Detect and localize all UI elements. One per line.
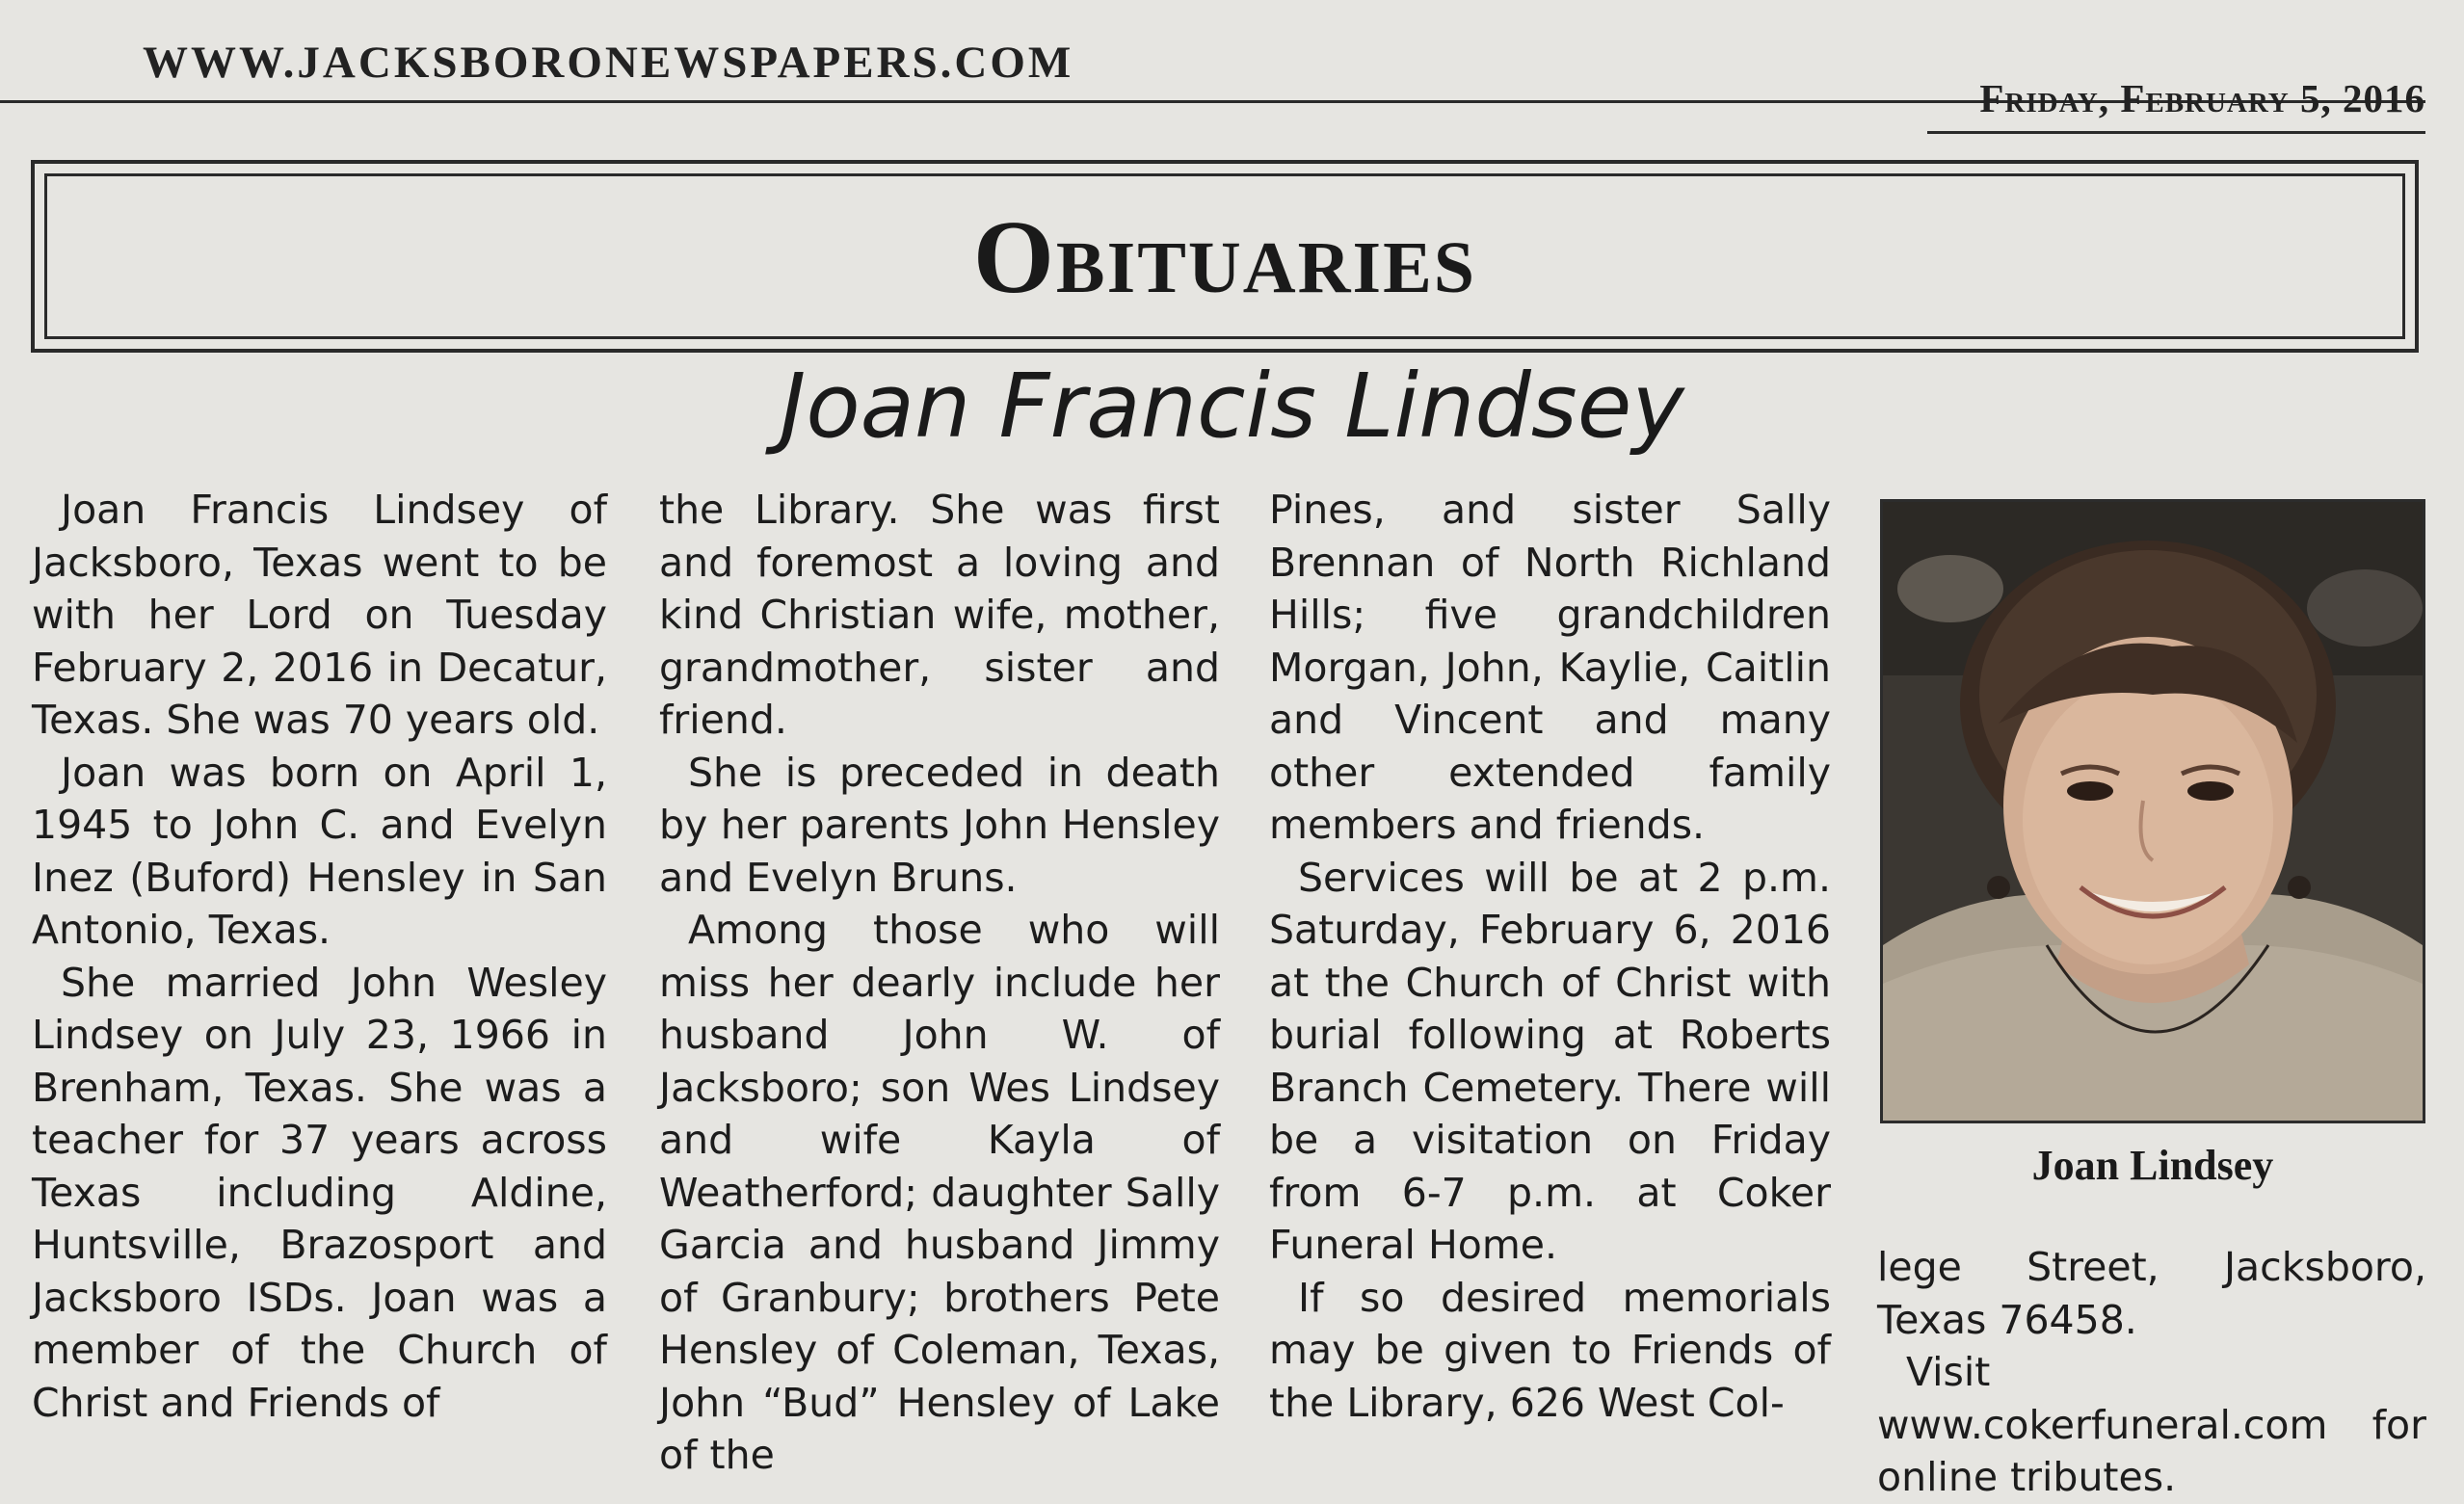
portrait-photo: [1880, 499, 2425, 1123]
article-column-3: [1269, 484, 1831, 1429]
paragraph: Pines, and sister Sally Brennan of North Richland Hills; five grandchildren Morgan, John, Kaylie, Caitlin and Vincent and many other extended family members and friends.: [1269, 487, 1831, 848]
paragraph: Joan Francis Lindsey of Jacksboro, Texas went to be with her Lord on Tuesday February 2, 2016 in Decatur, Texas. She was 70 years old.: [32, 487, 607, 743]
paragraph: She married John Wesley Lindsey on July 23, 1966 in Brenham, Texas. She was a teacher for 37 years across Texas including Aldine, Huntsville, Brazosport and Jacksboro ISDs. Joan was a member of the Church of Christ and Friends of: [32, 959, 607, 1426]
section-banner-inner: [44, 173, 2405, 339]
obituary-headline: Joan Francis Lindsey: [780, 355, 1684, 458]
section-title: Obituaries: [972, 200, 1477, 315]
paragraph: If so desired memorials may be given to Friends of the Library, 626 West Col-: [1269, 1274, 1831, 1426]
paragraph: Services will be at 2 p.m. Saturday, February 6, 2016 at the Church of Christ with burial following at Roberts Branch Cemetery. There will be a visitation on Friday from 6-7 p.m. at Coker Funeral Home.: [1269, 854, 1831, 1268]
issue-date: Friday, February 5, 2016: [1979, 76, 2425, 120]
date-rule: [1927, 131, 2425, 134]
photo-caption: Joan Lindsey: [2031, 1142, 2274, 1189]
paragraph: Joan was born on April 1, 1945 to John C. and Evelyn Inez (Buford) Hensley in San Antonio, Texas.: [32, 749, 607, 953]
paragraph: She is preceded in death by her parents John Hensley and Evelyn Bruns.: [659, 749, 1220, 901]
article-column-1: [32, 484, 607, 1429]
paragraph: the Library. She was first and foremost a loving and kind Christian wife, mother, grandmother, sister and friend.: [659, 487, 1220, 743]
site-url: WWW.JACKSBORONEWSPAPERS.COM: [143, 38, 1074, 88]
article-column-2: [659, 484, 1220, 1482]
paragraph: Visit www.cokerfuneral.com for online tributes.: [1877, 1349, 2426, 1500]
paragraph: lege Street, Jacksboro, Texas 76458.: [1877, 1244, 2426, 1343]
portrait-image: [1883, 502, 2423, 1121]
section-banner: [31, 160, 2419, 353]
paragraph: Among those who will miss her dearly include her husband John W. of Jacksboro; son Wes Lindsey and wife Kayla of Weatherford; daughter Sally Garcia and husband Jimmy of Granbury; brothers Pete Hensley of Coleman, Texas, John “Bud” Hensley of Lake of the: [659, 907, 1220, 1478]
article-column-4: [1877, 1241, 2426, 1504]
